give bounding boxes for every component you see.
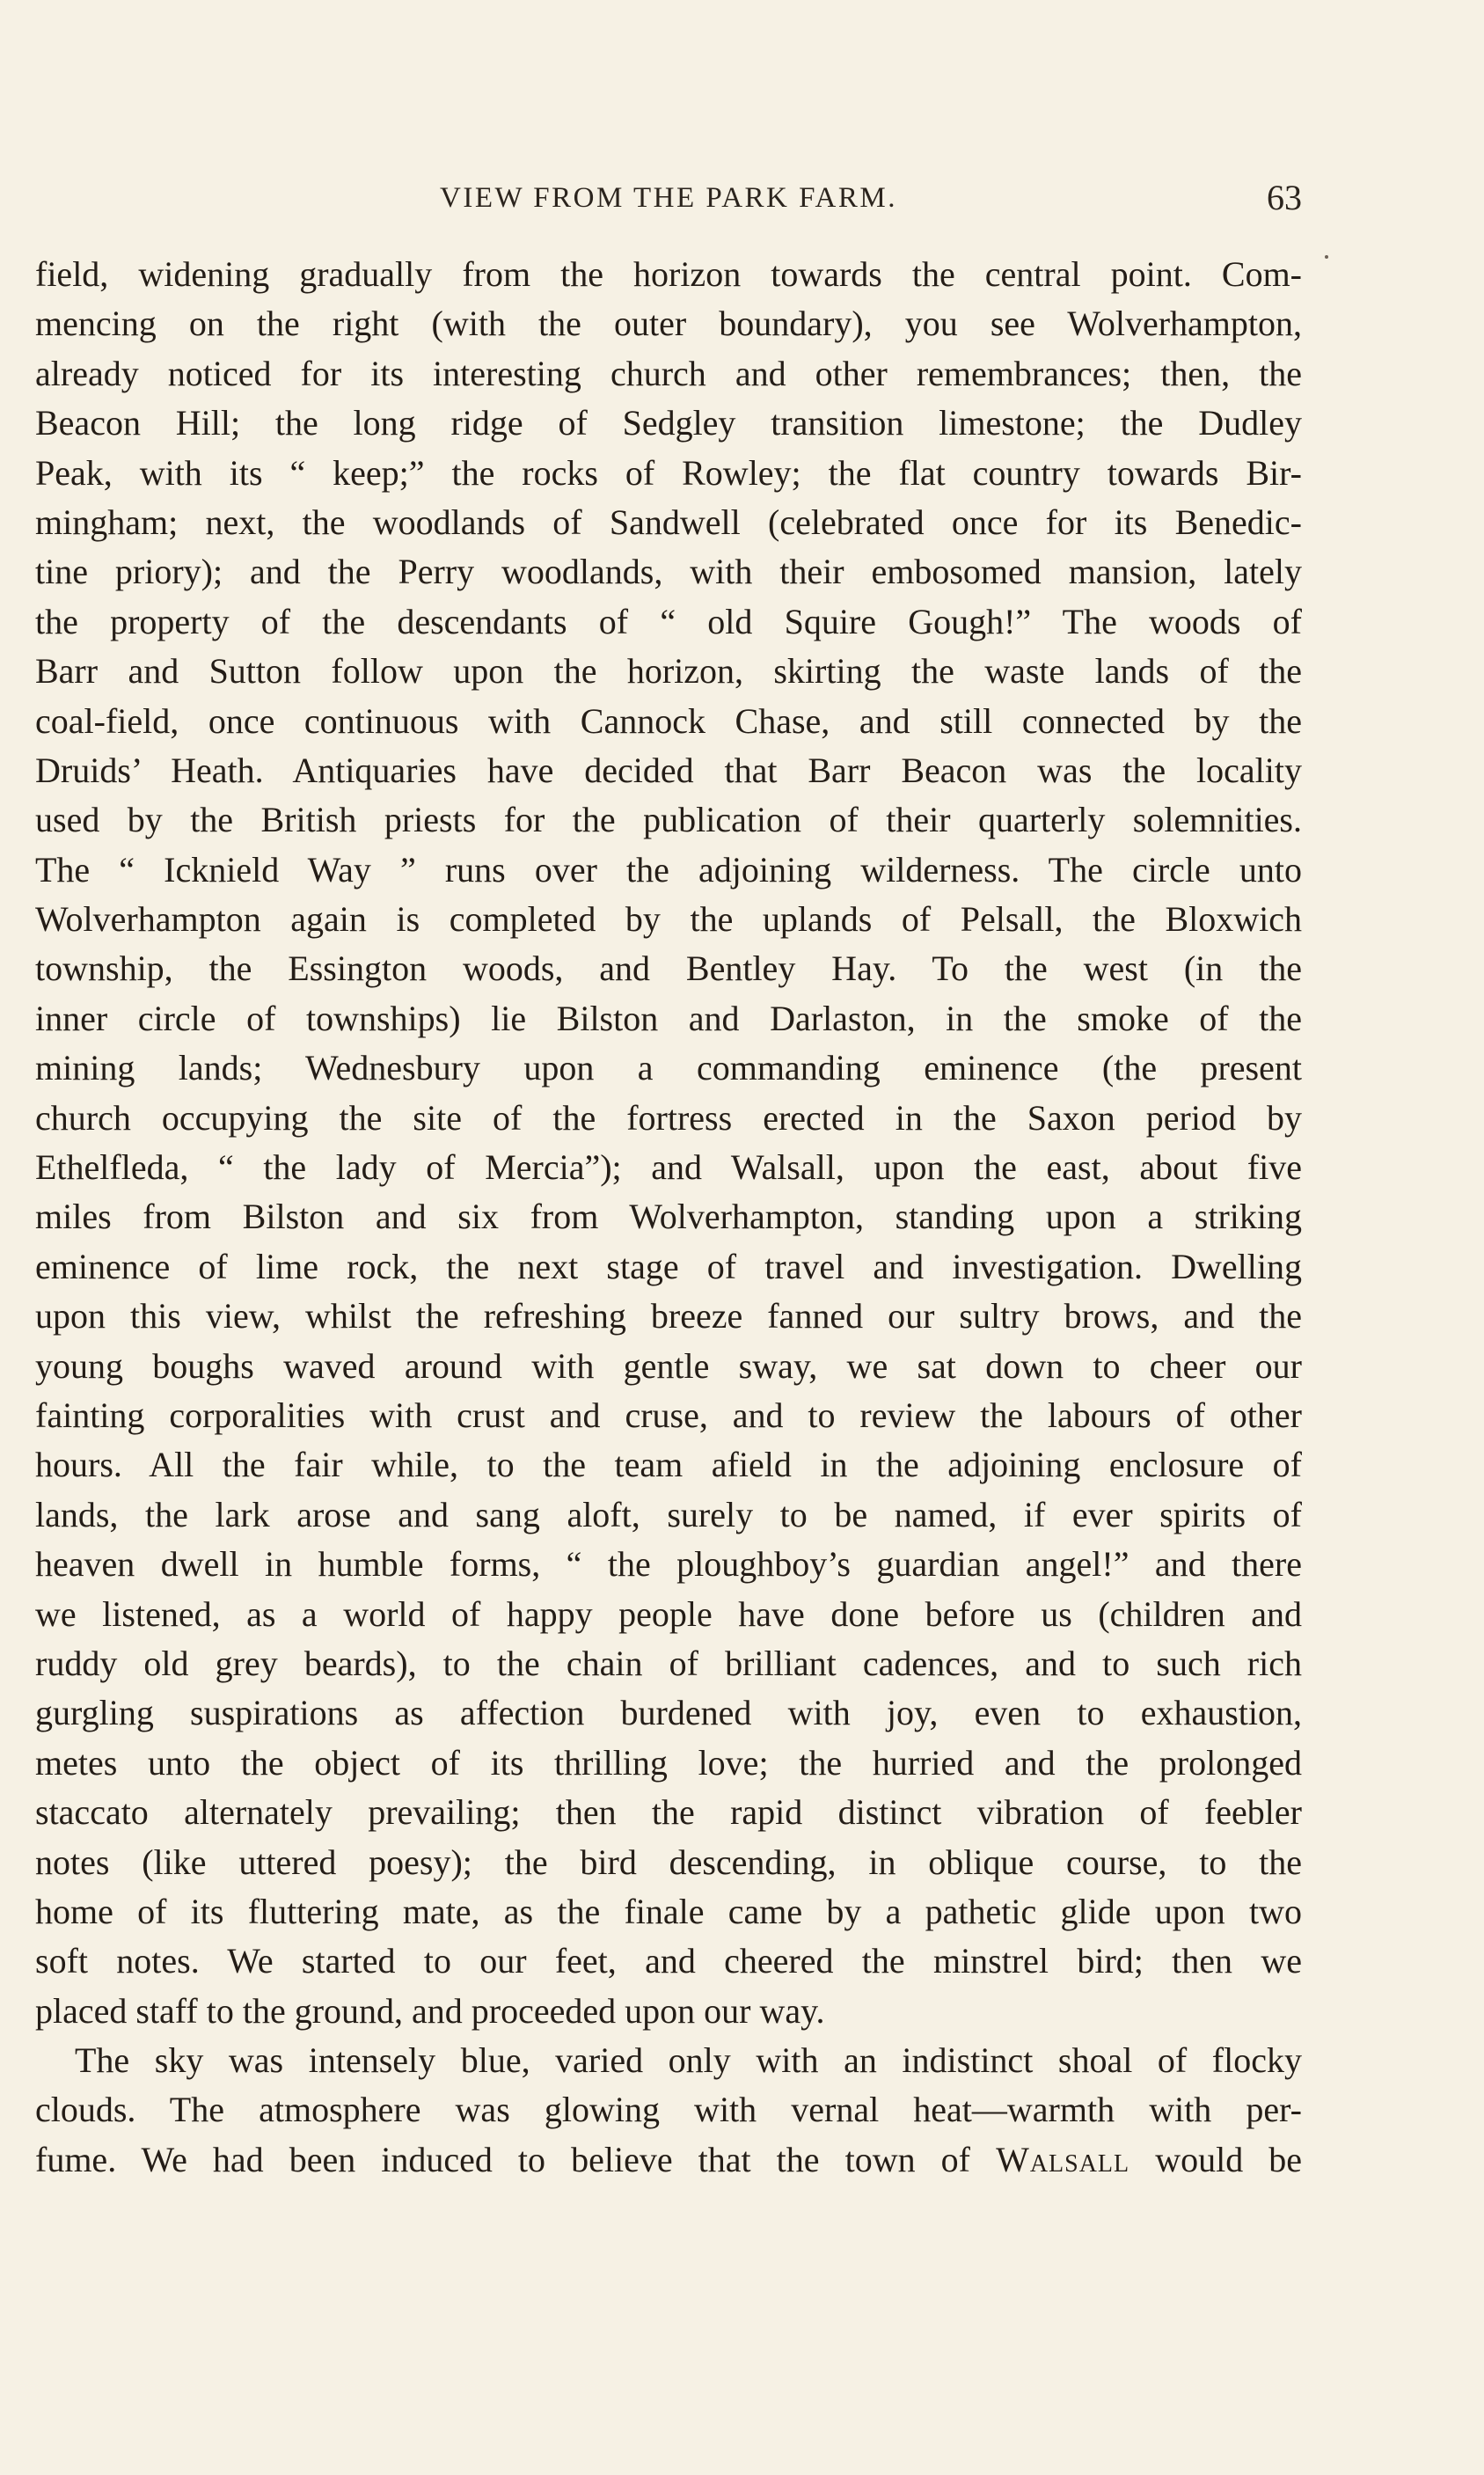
text-line: miles from Bilston and six from Wolverhampton, standing upon a striking [35, 1197, 1302, 1237]
text-line: staccato alternately prevailing; then the rapid distinct vibration of feebler [35, 1792, 1302, 1833]
text-line: Peak, with its “ keep;” the rocks of Rowley; the flat country towards Bir- [35, 452, 1302, 493]
text-line: lands, the lark arose and sang aloft, surely to be named, if ever spirits of [35, 1494, 1302, 1534]
text-line: Beacon Hill; the long ridge of Sedgley transition limestone; the Dudley [35, 403, 1302, 443]
text-line: coal-field, once continuous with Cannock Chase, and still connected by the [35, 700, 1302, 741]
text-line: Ethelfleda, “ the lady of Mercia”); and Walsall, upon the east, about five [35, 1147, 1302, 1188]
running-head [35, 176, 1302, 220]
text-line: church occupying the site of the fortress erected in the Saxon period by [35, 1097, 1302, 1138]
final-line-tail: would be [1129, 2139, 1303, 2179]
text-line: eminence of lime rock, the next stage of travel and investigation. Dwelling [35, 1246, 1302, 1286]
text-line: already noticed for its interesting church and other remembrances; then, the [35, 353, 1302, 393]
paragraph-end-line: placed staff to the ground, and proceeded upon our way. [35, 1990, 825, 2031]
text-line: inner circle of townships) lie Bilston and Darlaston, in the smoke of the [35, 998, 1302, 1038]
text-line: Druids’ Heath. Antiquaries have decided that Barr Beacon was the locality [35, 750, 1302, 790]
text-line: mingham; next, the woodlands of Sandwell (celebrated once for its Benedic- [35, 502, 1302, 542]
walsall-smallcaps: Walsall [996, 2139, 1130, 2179]
text-line: The “ Icknield Way ” runs over the adjoining wilderness. The circle unto [35, 849, 1302, 890]
text-line: the property of the descendants of “ old Squire Gough!” The woods of [35, 601, 1302, 641]
text-line: field, widening gradually from the horizon towards the central point. Com- [35, 254, 1302, 294]
text-line: mencing on the right (with the outer boundary), you see Wolverhampton, [35, 304, 1302, 344]
text-line: Wolverhampton again is completed by the uplands of Pelsall, the Bloxwich [35, 899, 1302, 940]
body-text [35, 250, 1302, 2185]
text-line: heaven dwell in humble forms, “ the ploughboy’s guardian angel!” and there [35, 1544, 1302, 1585]
text-line: metes unto the object of its thrilling love; the hurried and the prolonged [35, 1742, 1302, 1783]
text-line: mining lands; Wednesbury upon a commanding eminence (the present [35, 1048, 1302, 1088]
text-line: used by the British priests for the publication of their quarterly solemnities. [35, 800, 1302, 840]
text-line: soft notes. We started to our feet, and cheered the minstrel bird; then we [35, 1941, 1302, 1981]
text-line: hours. All the fair while, to the team afield in the adjoining enclosure of [35, 1445, 1302, 1485]
final-line-start: fume. We had been induced to believe that the town of [35, 2139, 970, 2179]
final-line [35, 2135, 1302, 2185]
text-line: home of its fluttering mate, as the finale came by a pathetic glide upon two [35, 1891, 1302, 1931]
text-line: notes (like uttered poesy); the bird descending, in oblique course, to the [35, 1842, 1302, 1882]
page-number: 63 [1267, 178, 1302, 217]
text-line: clouds. The atmosphere was glowing with vernal heat—warmth with per- [35, 2090, 1302, 2130]
print-speck [1325, 255, 1328, 259]
text-line: Barr and Sutton follow upon the horizon, skirting the waste lands of the [35, 651, 1302, 692]
text-line: fainting corporalities with crust and cruse, and to review the labours of other [35, 1395, 1302, 1435]
paragraph-start-line: The sky was intensely blue, varied only with an indistinct shoal of flocky [75, 2040, 1302, 2081]
text-line: township, the Essington woods, and Bentley Hay. To the west (in the [35, 948, 1302, 989]
text-line: ruddy old grey beards), to the chain of brilliant cadences, and to such rich [35, 1643, 1302, 1683]
text-line: tine priory); and the Perry woodlands, with their embosomed mansion, lately [35, 552, 1302, 592]
text-line: we listened, as a world of happy people have done before us (children and [35, 1593, 1302, 1634]
text-line: young boughs waved around with gentle sway, we sat down to cheer our [35, 1345, 1302, 1386]
text-line: upon this view, whilst the refreshing breeze fanned our sultry brows, and the [35, 1296, 1302, 1336]
running-title: VIEW FROM THE PARK FARM. [440, 182, 897, 214]
text-line: gurgling suspirations as affection burdened with joy, even to exhaustion, [35, 1693, 1302, 1733]
